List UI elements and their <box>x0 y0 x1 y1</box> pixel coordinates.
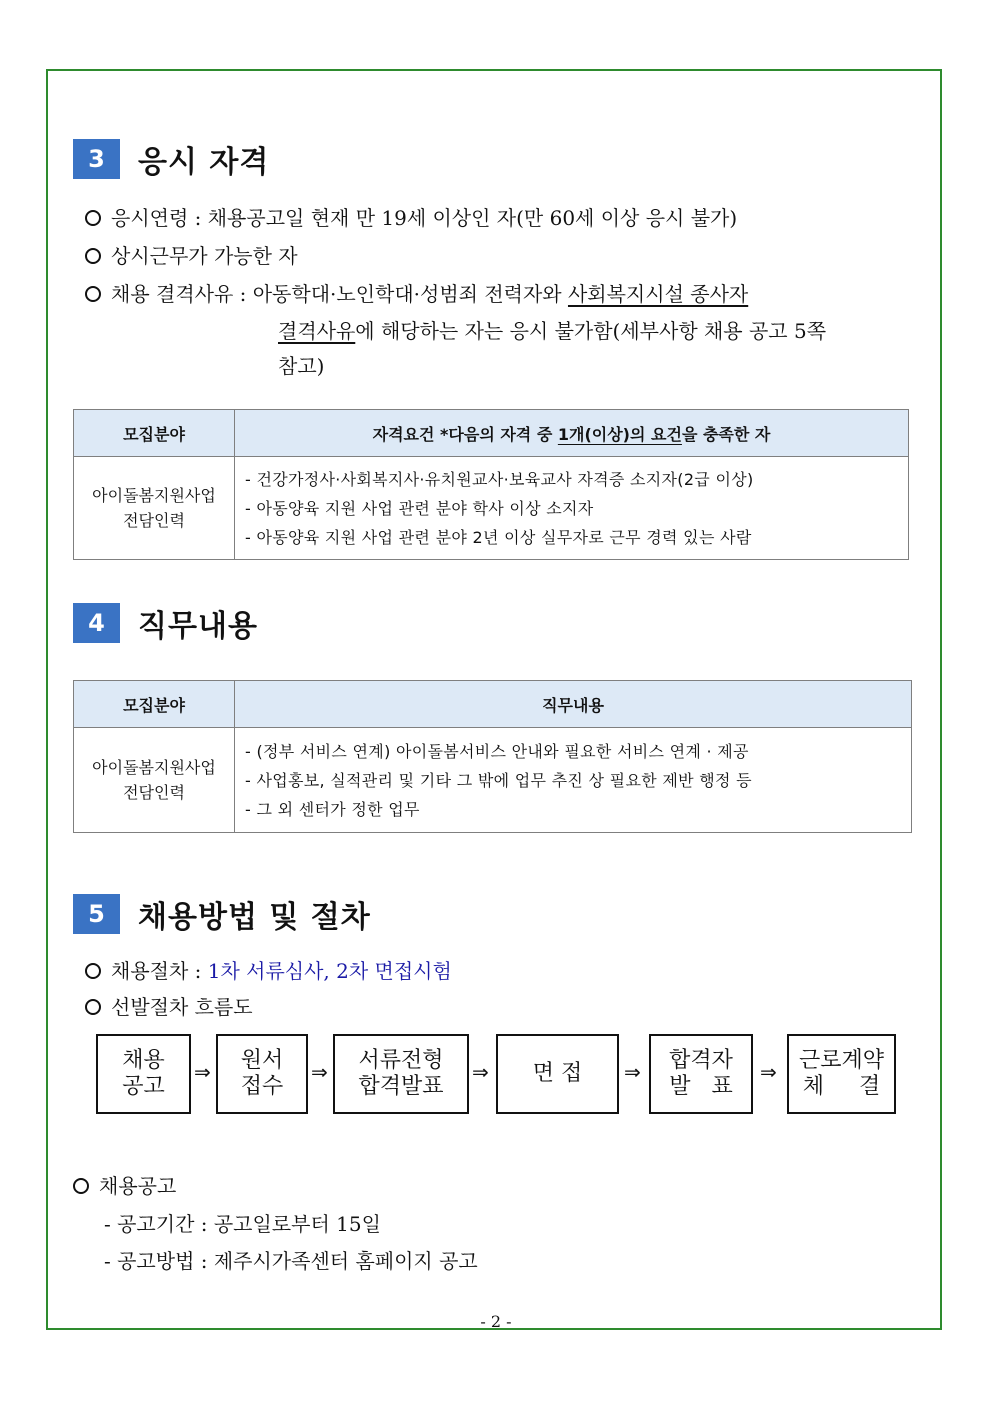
qualification-fulltime <box>85 240 298 269</box>
section-3-heading <box>73 137 269 181</box>
flow-step-document-screening <box>333 1034 469 1114</box>
qualification-age <box>85 202 737 231</box>
section-title: 응시 자격 <box>138 145 270 180</box>
flow-step-text: 합격발표 <box>358 1074 444 1099</box>
procedure-value: 1차 서류심사, 2차 면접시험 <box>207 959 452 983</box>
qualification-disqualification-end <box>278 350 324 379</box>
list-item: - 사업홍보, 실적관리 및 기타 그 밖에 업무 추진 상 필요한 제반 행정 등 <box>245 770 752 790</box>
announcement-method: - 공고방법 : 제주시가족센터 홈페이지 공고 <box>104 1249 478 1273</box>
circle-bullet-icon <box>85 248 101 264</box>
list-item: - 아동양육 지원 사업 관련 분야 2년 이상 실무자로 근무 경력 있는 사람 <box>245 527 752 547</box>
circle-bullet-icon <box>73 1178 89 1194</box>
flow-step-text: 근로계약 <box>798 1048 884 1073</box>
flow-step-application <box>216 1034 308 1114</box>
qualification-disqualification <box>85 278 748 307</box>
flow-step-contract <box>787 1034 896 1114</box>
field-line: 전담인력 <box>123 511 185 530</box>
arrow-right-icon: ⇒ <box>311 1060 328 1084</box>
flow-step-announcement <box>96 1034 191 1114</box>
field-line: 아이돌봄지원사업 <box>92 758 216 777</box>
list-item: - 아동양육 지원 사업 관련 분야 학사 이상 소지자 <box>245 498 594 518</box>
qualification-age-text: 응시연령 : 채용공고일 현재 만 19세 이상인 자(만 60세 이상 응시 불가) <box>111 206 738 230</box>
list-item: - 그 외 센터가 정한 업무 <box>245 799 420 819</box>
flow-step-text: 공고 <box>122 1074 165 1099</box>
procedure-label: 채용절차 : <box>111 959 208 983</box>
disq-text: 채용 결격사유 : 아동학대·노인학대·성범죄 전력자와 <box>111 282 568 306</box>
announcement-heading <box>73 1170 176 1199</box>
list-item: - (정부 서비스 연계) 아이돌봄서비스 안내와 필요한 서비스 연계 · 제공 <box>245 741 749 761</box>
header-underlined-text: 1개(이상)의 요건 <box>557 424 682 444</box>
circle-bullet-icon <box>85 210 101 226</box>
section-number: 4 <box>73 603 120 643</box>
flow-step-text: 서류전형 <box>358 1048 444 1073</box>
arrow-right-icon: ⇒ <box>194 1060 211 1084</box>
procedure-line <box>85 955 452 984</box>
flow-step-text: 면 접 <box>532 1061 583 1086</box>
section-title: 직무내용 <box>138 609 258 644</box>
field-line: 아이돌봄지원사업 <box>92 486 216 505</box>
disq-underlined-text: 결격사유 <box>278 319 356 343</box>
table-cell-requirements <box>235 457 909 560</box>
announcement-title: 채용공고 <box>99 1174 177 1198</box>
flow-step-text: 체 결 <box>802 1074 881 1099</box>
table-header-requirements <box>235 410 909 457</box>
header-text: 자격요건 *다음의 자격 중 <box>372 424 558 444</box>
section-number: 5 <box>73 894 120 934</box>
flow-label-line <box>85 991 253 1020</box>
arrow-right-icon: ⇒ <box>624 1060 641 1084</box>
table-header-field: 모집분야 <box>74 410 235 457</box>
flow-step-text: 발 표 <box>669 1074 733 1099</box>
circle-bullet-icon <box>85 999 101 1015</box>
flow-step-text: 채용 <box>122 1048 165 1073</box>
flow-label: 선발절차 흐름도 <box>111 995 253 1019</box>
arrow-right-icon: ⇒ <box>472 1060 489 1084</box>
arrow-right-icon: ⇒ <box>760 1060 777 1084</box>
section-title: 채용방법 및 절차 <box>138 900 371 935</box>
section-number: 3 <box>73 139 120 179</box>
duty-table <box>73 680 912 833</box>
section-4-heading <box>73 601 258 645</box>
qualification-disqualification-cont <box>278 315 826 344</box>
table-header-duty: 직무내용 <box>235 681 912 728</box>
flow-step-interview <box>496 1034 619 1114</box>
flow-step-announcement-pass <box>649 1034 753 1114</box>
flow-step-text: 합격자 <box>669 1048 733 1073</box>
table-cell-duties <box>235 728 912 833</box>
circle-bullet-icon <box>85 963 101 979</box>
field-line: 전담인력 <box>123 783 185 802</box>
qualification-table <box>73 409 909 560</box>
page-number: - 2 - <box>480 1312 512 1331</box>
disq-text: 에 해당하는 자는 응시 불가함(세부사항 채용 공고 5쪽 <box>355 319 827 343</box>
table-cell-field <box>74 457 235 560</box>
table-cell-field <box>74 728 235 833</box>
announcement-period: - 공고기간 : 공고일로부터 15일 <box>104 1212 381 1236</box>
disq-underlined-text: 사회복지시설 종사자 <box>567 282 749 306</box>
circle-bullet-icon <box>85 286 101 302</box>
section-5-heading <box>73 892 371 936</box>
flow-step-text: 접수 <box>240 1074 284 1099</box>
table-header-field: 모집분야 <box>74 681 235 728</box>
flow-step-text: 원서 <box>240 1048 284 1073</box>
header-text: 을 충족한 자 <box>681 424 771 444</box>
disq-text: 참고) <box>278 354 325 378</box>
qualification-fulltime-text: 상시근무가 가능한 자 <box>111 244 298 268</box>
list-item: - 건강가정사·사회복지사·유치원교사·보육교사 자격증 소지자(2급 이상) <box>245 469 754 489</box>
